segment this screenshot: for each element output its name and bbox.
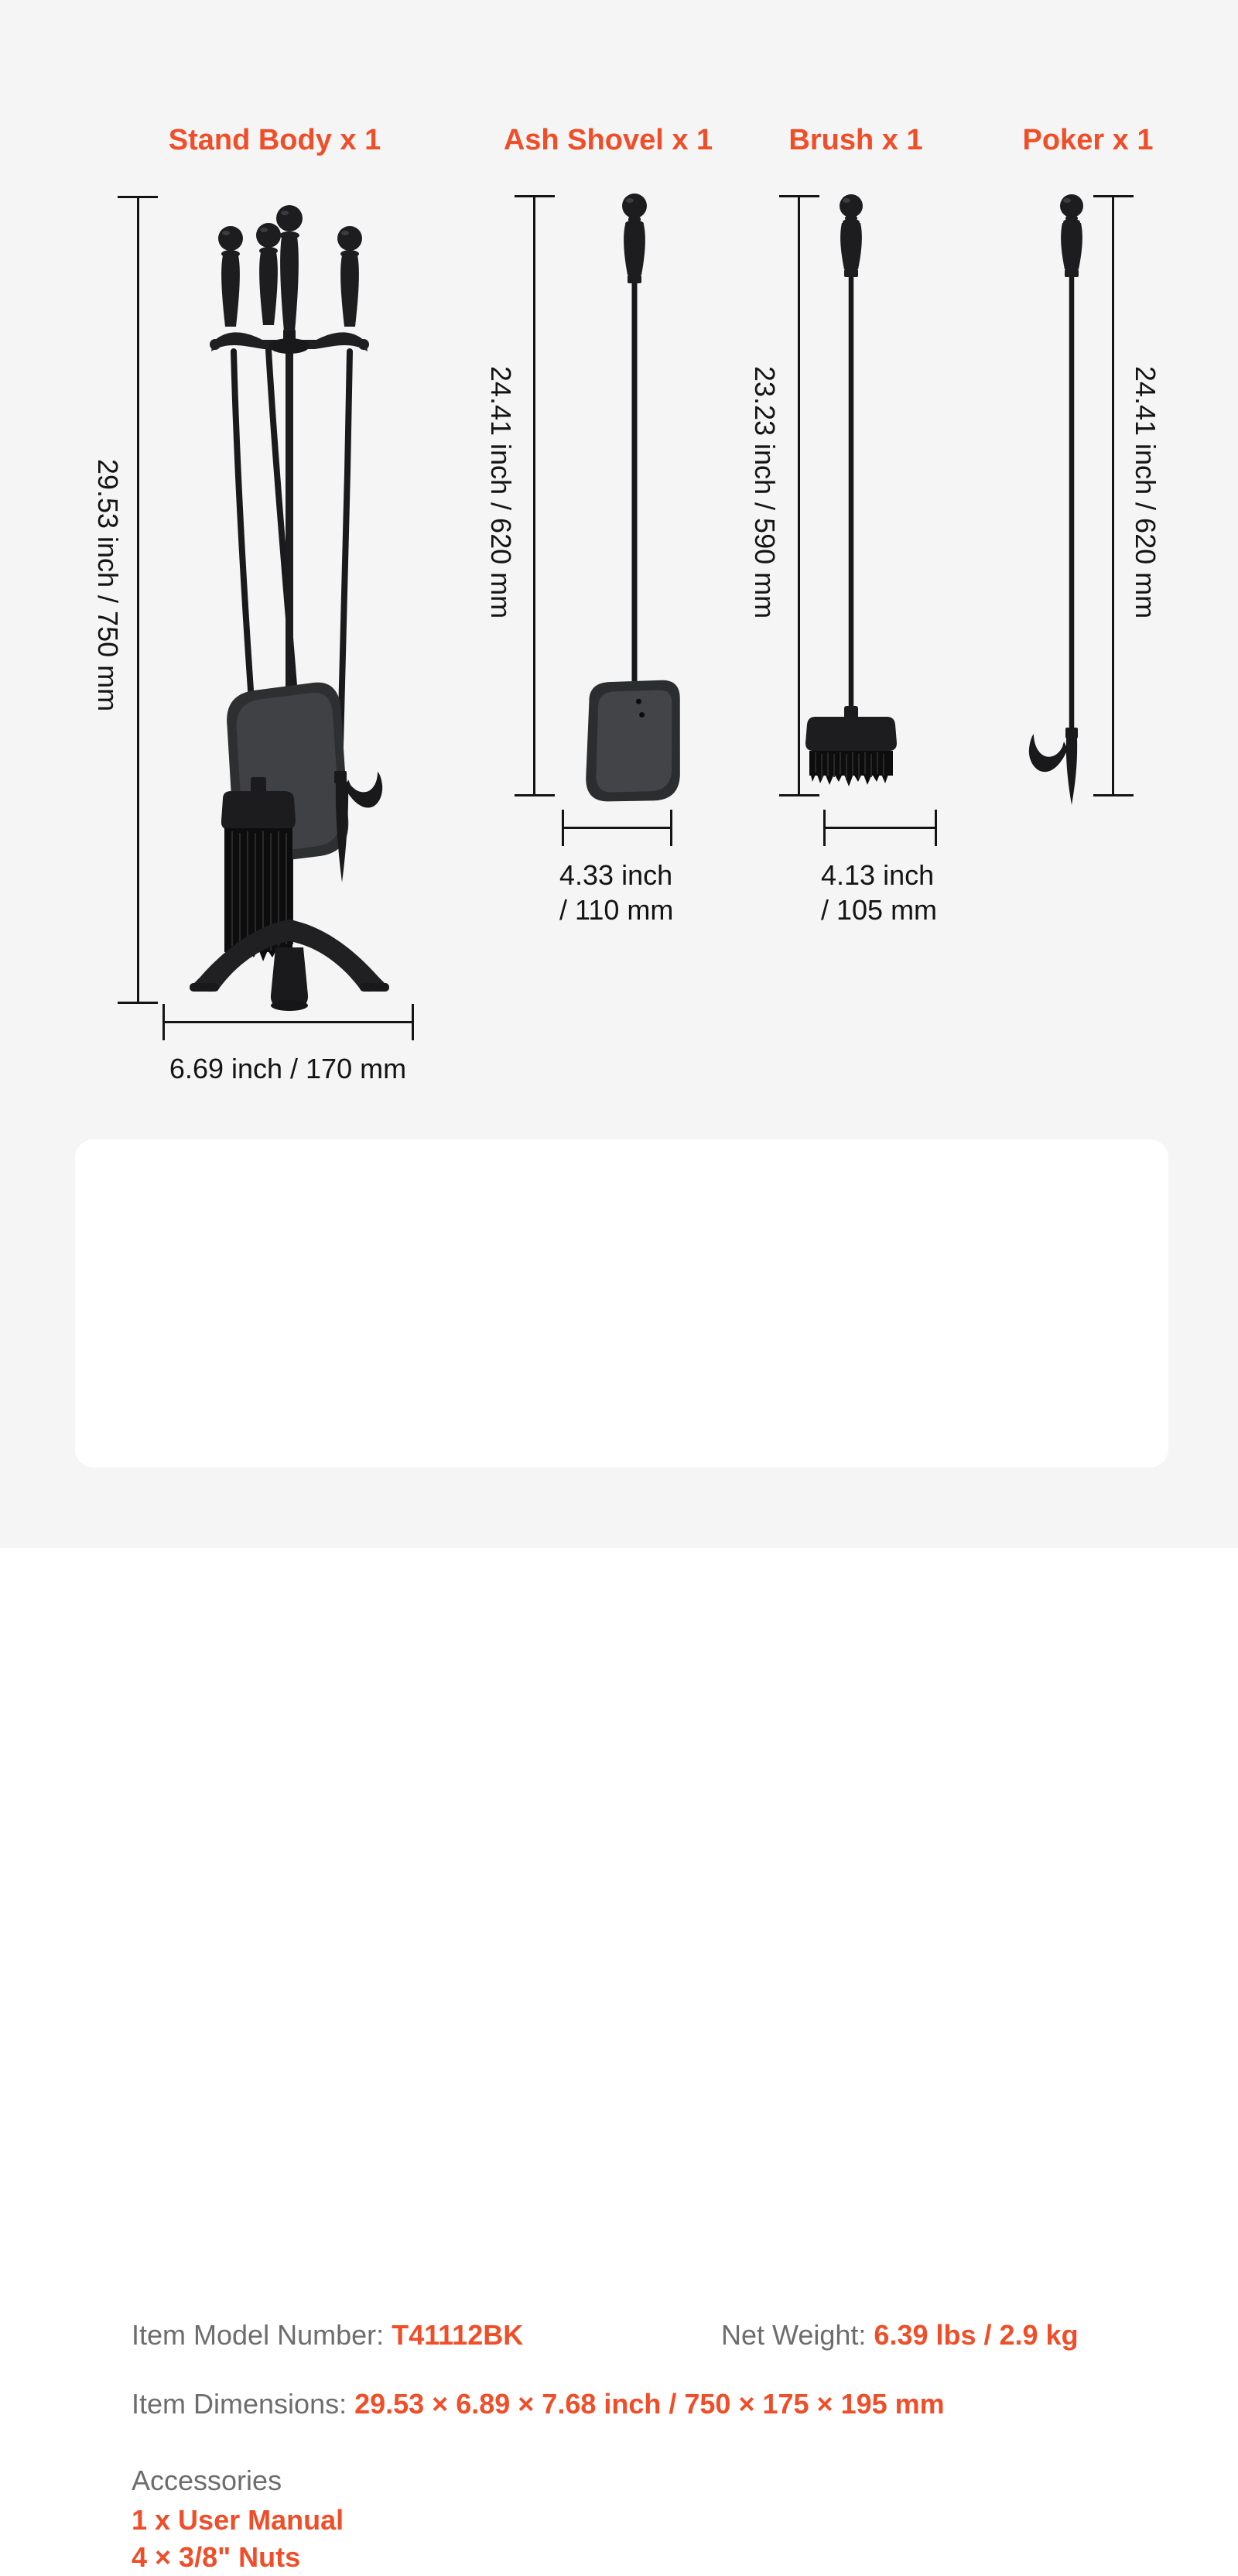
- shovel-width-line2: / 110 mm: [559, 894, 674, 926]
- ash-shovel-image: [569, 187, 700, 807]
- brush-height-value: 23.23 inch / 590 mm: [749, 365, 781, 619]
- brush-ferrule: [251, 777, 266, 793]
- poker-label: Poker x 1: [1022, 124, 1154, 156]
- bracket-hook-right: [358, 339, 369, 350]
- brush-head-block: [221, 791, 296, 830]
- ball-highlight: [260, 228, 268, 232]
- base-foot-right: [360, 983, 389, 992]
- shovel-blade: [584, 677, 686, 805]
- shovel-blade-face: [593, 687, 675, 795]
- stand-body-label: Stand Body x 1: [168, 124, 381, 156]
- poker-spike: [336, 782, 348, 882]
- shovel-shaft: [632, 283, 638, 681]
- base-foot-left: [190, 983, 219, 992]
- model-number-row: [132, 2319, 523, 2352]
- stand-base: [190, 920, 389, 1011]
- brush-width-right-tick: [935, 810, 937, 846]
- brush-width-dimension-line: [823, 827, 937, 829]
- net-weight-label: Net Weight:: [721, 2319, 874, 2351]
- accessory-item-nuts: 4 × 3/8" Nuts: [132, 2541, 301, 2573]
- poker-grip-collar: [1065, 269, 1079, 277]
- stand-handle-right: [337, 226, 362, 327]
- brush-head-block: [805, 717, 897, 751]
- spec-panel: [75, 1139, 1168, 2573]
- shovel-height-top-tick: [515, 195, 555, 197]
- shovel-width-right-tick: [670, 810, 672, 846]
- ball-highlight: [341, 231, 349, 235]
- brush-width-line2: / 105 mm: [821, 894, 938, 926]
- shovel-height-dimension-line: [533, 197, 535, 796]
- poker-grip: [1061, 223, 1082, 269]
- ash-shovel-label: Ash Shovel x 1: [503, 124, 713, 156]
- poker-hook: [347, 772, 383, 808]
- poker-shaft: [1069, 277, 1075, 729]
- shovel-height-bottom-tick: [515, 794, 555, 796]
- stand-height-bottom-tick: [118, 1002, 158, 1004]
- poker-hook: [1029, 734, 1067, 772]
- stand-handles: [218, 205, 362, 331]
- brush-grip-collar: [844, 269, 858, 277]
- ball-highlight: [222, 231, 230, 235]
- poker-spike: [1066, 738, 1077, 805]
- item-dimensions-row: [132, 2388, 945, 2420]
- stand-height-dimension-line: [137, 197, 139, 1004]
- shovel-handle: [622, 194, 647, 283]
- brush-width-line1: 4.13 inch: [821, 859, 935, 891]
- net-weight-value: 6.39 lbs / 2.9 kg: [874, 2319, 1079, 2351]
- brush-label: Brush x 1: [788, 124, 923, 156]
- brush-ferrule: [844, 706, 858, 718]
- model-number-label: Item Model Number:: [132, 2319, 392, 2351]
- accessory-item-user-manual: 1 x User Manual: [132, 2504, 344, 2536]
- accessories-list: [132, 2502, 344, 2576]
- shovel-grip: [624, 224, 645, 275]
- model-number-value: T41112BK: [392, 2319, 524, 2351]
- shovel-height-value: 24.41 inch / 620 mm: [485, 365, 517, 619]
- stand-width-value: 6.69 inch / 170 mm: [169, 1053, 407, 1084]
- shovel-width-left-tick: [562, 810, 564, 846]
- ball-highlight: [1063, 198, 1071, 203]
- ball-highlight: [281, 211, 289, 215]
- shovel-width-dimension-line: [562, 827, 672, 829]
- stand-height-value: 29.53 inch / 750 mm: [92, 458, 124, 712]
- stand-poker: [334, 771, 382, 882]
- stand-handle-left: [218, 226, 243, 327]
- shovel-width-value: [559, 858, 673, 927]
- poker-image: [1010, 187, 1137, 807]
- stand-handle-mid-left: [256, 223, 281, 325]
- item-dimensions-label: Item Dimensions:: [132, 2388, 355, 2420]
- base-center-foot-pad: [271, 1000, 308, 1011]
- stand-rod-poker: [340, 351, 350, 776]
- stand-handle-center: [276, 205, 303, 331]
- poker-collar: [334, 771, 347, 783]
- accessories-title: Accessories: [132, 2465, 282, 2496]
- brush-width-value: [821, 858, 937, 927]
- item-dimensions-value: 29.53 × 6.89 × 7.68 inch / 750 × 175 × 195 mm: [354, 2388, 945, 2420]
- poker-handle: [1060, 194, 1083, 277]
- shovel-grip-collar: [628, 275, 641, 283]
- brush-grip: [840, 223, 862, 269]
- shovel-width-line1: 4.33 inch: [559, 859, 673, 891]
- stand-height-top-tick: [118, 196, 158, 198]
- poker-collar: [1065, 728, 1078, 738]
- brush-shaft: [849, 277, 854, 715]
- ball-highlight: [626, 198, 634, 203]
- brush-width-left-tick: [823, 810, 826, 846]
- brush-handle: [840, 194, 863, 277]
- brush-image: [789, 187, 913, 799]
- stand-body-image: [159, 187, 414, 1023]
- bracket-hook-left: [210, 339, 221, 350]
- ball-highlight: [843, 198, 850, 203]
- poker-height-value: 24.41 inch / 620 mm: [1130, 365, 1161, 619]
- bracket-hub-cap: [269, 338, 310, 354]
- net-weight-row: [721, 2319, 1079, 2352]
